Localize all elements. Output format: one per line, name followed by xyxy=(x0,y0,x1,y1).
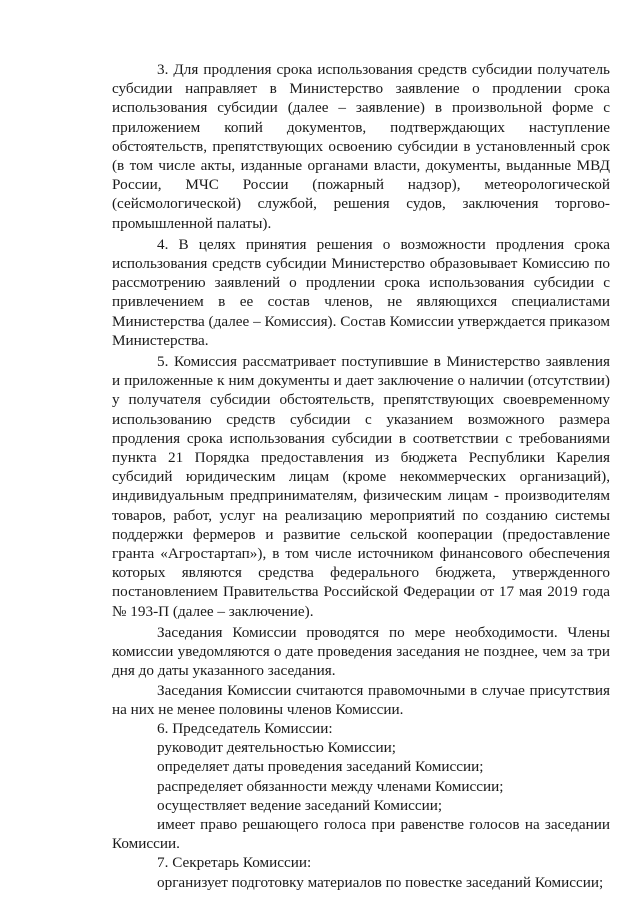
paragraph-quorum: Заседания Комиссии считаются правомочными в случае присутствия на них не менее половины членов Комиссии. xyxy=(112,681,610,718)
secretary-duty-1: организует подготовку материалов по повестке заседаний Комиссии; xyxy=(157,873,604,891)
paragraph-4: 4. В целях принятия решения о возможности продления срока использования средств субсидии Министерство образовывает Комиссию по рассмотрению заявлений о продлении срока использования субсидии с привлечением в ее состав членов, не являющихся специалистами Министерства (далее – Комиссия). Состав Комиссии утверждается приказом Министерства. xyxy=(112,235,610,349)
chairman-vote-right: имеет право решающего голоса при равенстве голосов на заседании Комиссии. xyxy=(112,815,610,853)
chairman-duty-1: руководит деятельностью Комиссии; xyxy=(157,739,396,757)
chairman-duty-3: распределяет обязанности между членами Комиссии; xyxy=(157,777,504,795)
paragraph-5: 5. Комиссия рассматривает поступившие в Министерство заявления и приложенные к ним документы и дает заключение о наличии (отсутствии) у получателя субсидии обстоятельств, препятствующих своевременному использованию средств субсидии с указанием возможного размера продления срока использования субсидии в соответствии с требованиями пункта 21 Порядка предоставления из бюджета Республики Карелия субсидий юридическим лицам (кроме некоммерческих организаций), индивидуальным предпринимателям, физическим лицам - производителям товаров, работ, услуг на реализацию мероприятий по созданию системы поддержки фермеров и развитие сельской кооперации (предоставление гранта «Агростартап»), в том числе источником финансового обеспечения которых являются средства федерального бюджета, утвержденного постановлением Правительства Российской Федерации от 17 мая 2019 года № 193-П (далее – заключение). xyxy=(112,353,610,620)
paragraph-6-heading: 6. Председатель Комиссии: xyxy=(157,719,333,737)
paragraph-sessions: Заседания Комиссии проводятся по мере необходимости. Члены комиссии уведомляются о дате проведения заседания не позднее, чем за три дня до даты указанного заседания. xyxy=(112,623,610,680)
chairman-duty-4: осуществляет ведение заседаний Комиссии; xyxy=(157,796,443,814)
paragraph-3: 3. Для продления срока использования средств субсидии получатель субсидии направляет в Министерство заявление о продлении срока использования субсидии (далее – заявление) в произвольной форме с приложением копий документов, подтверждающих наступление обстоятельств, препятствующих освоению субсидии в установленный срок (в том числе акты, изданные органами власти, документы, выданные МВД России, МЧС России (пожарный надзор), метеорологической (сейсмологической) службой, решения судов, заключения торгово-промышленной палаты). xyxy=(112,61,610,232)
chairman-duty-2: определяет даты проведения заседаний Комиссии; xyxy=(157,758,484,776)
paragraph-7-heading: 7. Секретарь Комиссии: xyxy=(157,854,312,872)
